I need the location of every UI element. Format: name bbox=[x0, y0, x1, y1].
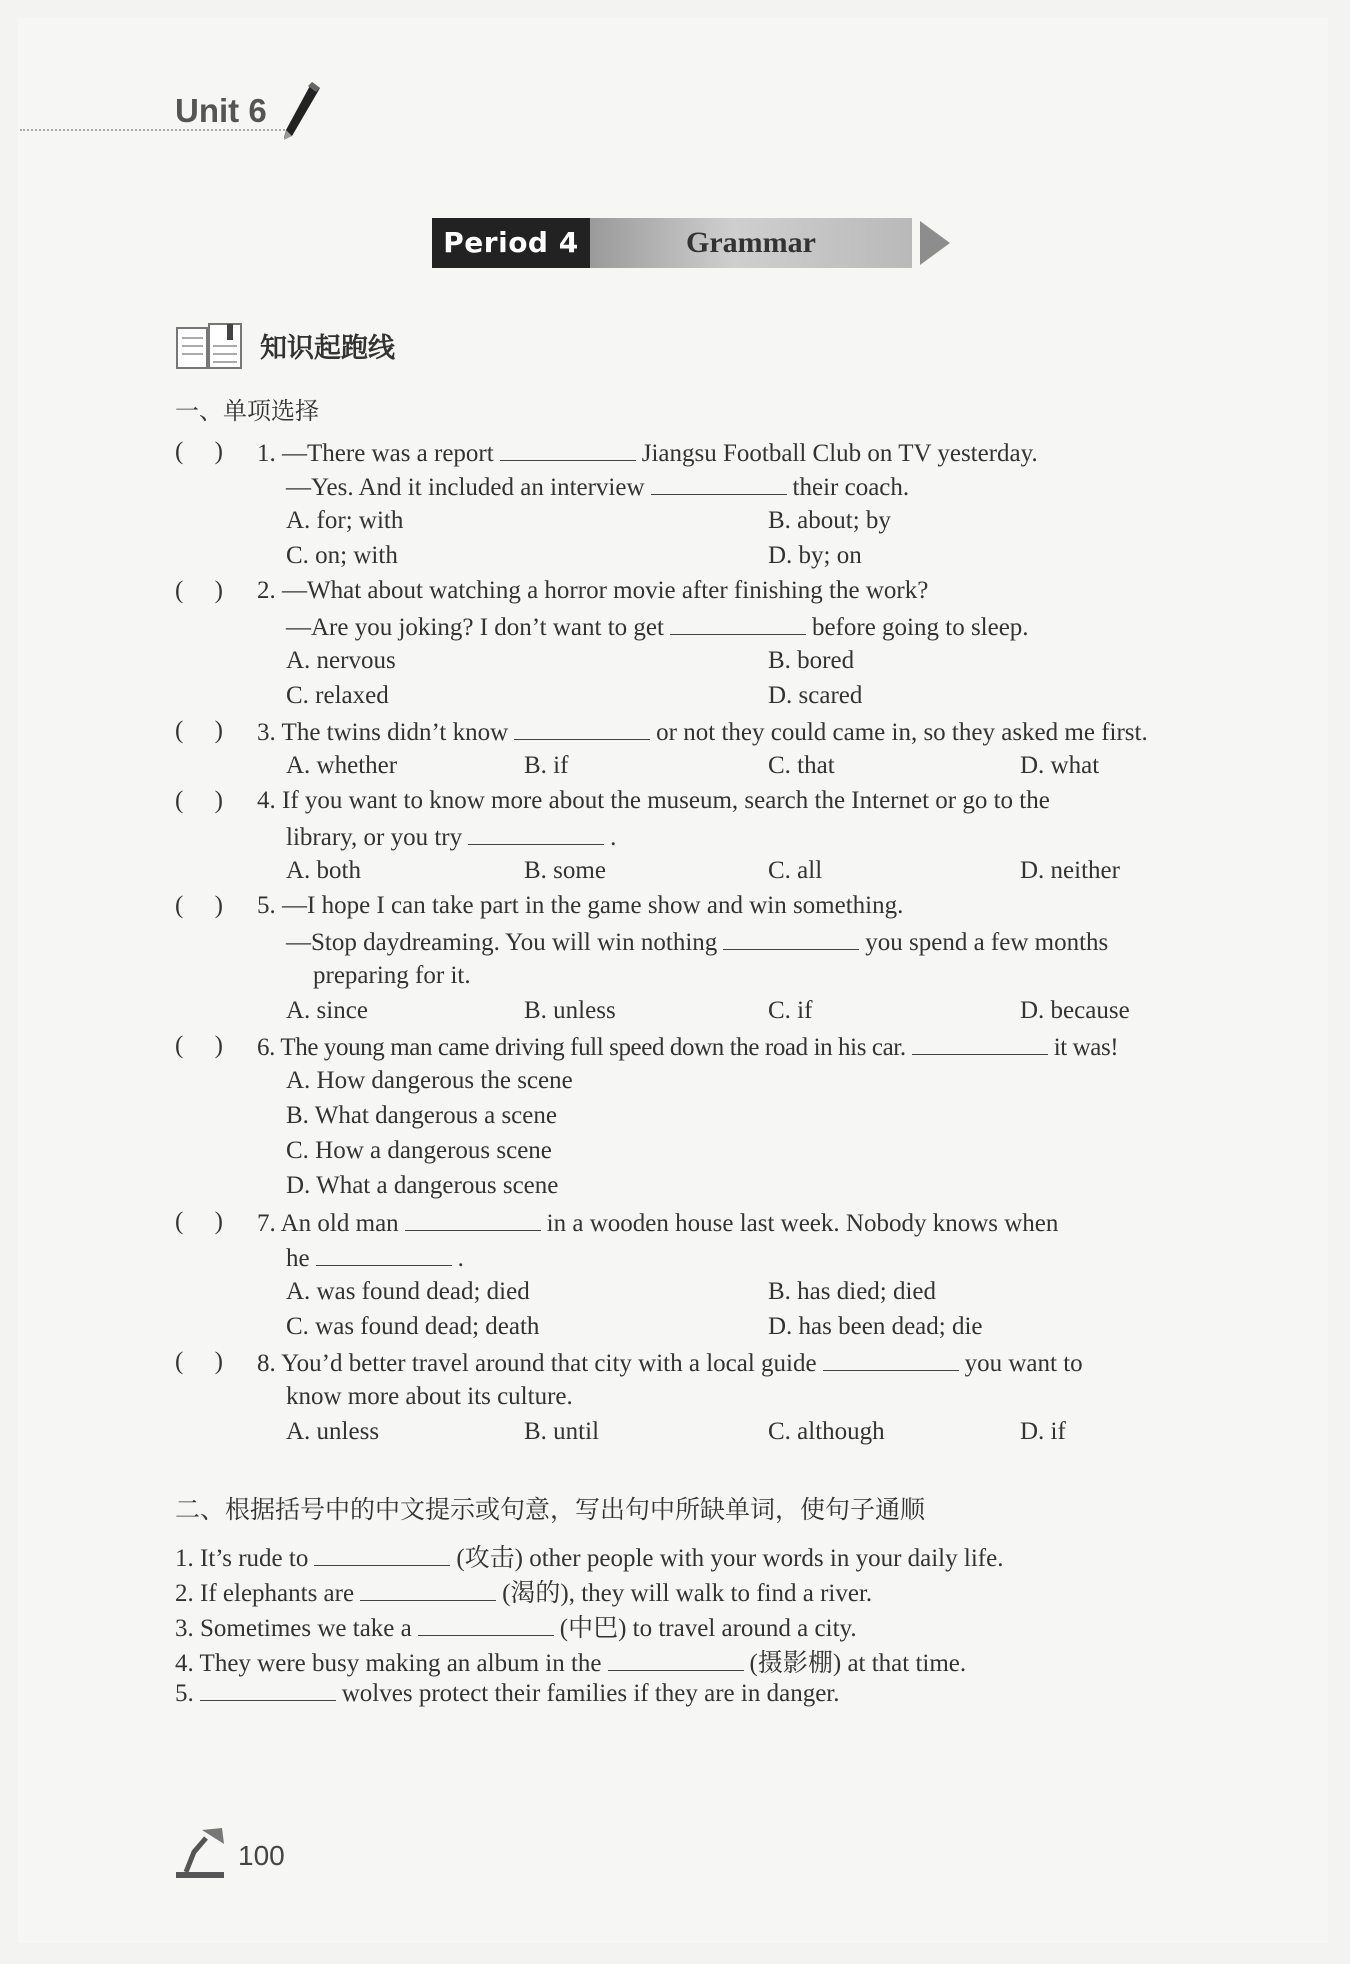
answer-blank[interactable] bbox=[316, 1243, 452, 1266]
answer-paren: ( ) bbox=[175, 787, 223, 814]
option-b: B. about; by bbox=[768, 507, 891, 534]
unit-heading: Unit 6 bbox=[175, 92, 267, 129]
book-icon bbox=[175, 322, 245, 372]
option-b: B. bored bbox=[768, 647, 855, 674]
part2-title: 二、根据括号中的中文提示或句意，写出句中所缺单词，使句子通顺 bbox=[175, 1495, 926, 1524]
answer-blank[interactable] bbox=[418, 1613, 554, 1636]
period-topic: Grammar bbox=[590, 218, 912, 268]
option-c: C. on; with bbox=[286, 542, 398, 569]
option-a: A. whether bbox=[286, 752, 398, 779]
answer-blank[interactable] bbox=[405, 1208, 541, 1231]
option-a: A. How dangerous the scene bbox=[286, 1067, 573, 1094]
question-1-line-1: 1. —There was a report Jiangsu Football Club on TV yesterday. bbox=[257, 440, 1038, 467]
question-7-line-1: 7. An old man in a wooden house last week. Nobody knows when bbox=[257, 1210, 1059, 1237]
question-7-line-2: he . bbox=[286, 1245, 464, 1272]
option-b: B. has died; died bbox=[768, 1278, 937, 1305]
option-d: D. What a dangerous scene bbox=[286, 1172, 559, 1199]
option-a: A. was found dead; died bbox=[286, 1278, 530, 1305]
answer-blank[interactable] bbox=[670, 612, 806, 635]
answer-paren: ( ) bbox=[175, 892, 223, 919]
answer-blank[interactable] bbox=[723, 927, 859, 950]
answer-blank[interactable] bbox=[200, 1678, 336, 1701]
answer-paren: ( ) bbox=[175, 1032, 223, 1059]
answer-blank[interactable] bbox=[314, 1543, 450, 1566]
answer-blank[interactable] bbox=[912, 1032, 1048, 1055]
option-b: B. until bbox=[524, 1418, 600, 1445]
question-5-line-1: 5. —I hope I can take part in the game show and win something. bbox=[257, 892, 904, 919]
question-4-line-1: 4. If you want to know more about the museum, search the Internet or go to the bbox=[257, 787, 1050, 814]
answer-paren: ( ) bbox=[175, 717, 223, 744]
answer-paren: ( ) bbox=[175, 438, 223, 465]
option-d: D. neither bbox=[1020, 857, 1120, 884]
period-label: Period 4 bbox=[432, 218, 590, 268]
question-6-line-1: 6. The young man came driving full speed down the road in his car. it was! bbox=[257, 1034, 1119, 1061]
answer-blank[interactable] bbox=[651, 472, 787, 495]
question-3-line-1: 3. The twins didn’t know or not they could came in, so they asked me first. bbox=[257, 719, 1148, 746]
answer-paren: ( ) bbox=[175, 1208, 223, 1235]
answer-blank[interactable] bbox=[360, 1578, 496, 1601]
fill-item-2: 2. If elephants are (渴的), they will walk to find a river. bbox=[175, 1580, 873, 1607]
option-c: C. was found dead; death bbox=[286, 1313, 540, 1340]
answer-paren: ( ) bbox=[175, 577, 223, 604]
section-title: 知识起跑线 bbox=[260, 333, 395, 364]
answer-blank[interactable] bbox=[468, 822, 604, 845]
fill-item-3: 3. Sometimes we take a (中巴) to travel around a city. bbox=[175, 1615, 857, 1642]
option-b: B. some bbox=[524, 857, 606, 884]
answer-blank[interactable] bbox=[514, 717, 650, 740]
question-4-line-2: library, or you try . bbox=[286, 824, 617, 851]
option-b: B. unless bbox=[524, 997, 616, 1024]
option-c: C. How a dangerous scene bbox=[286, 1137, 552, 1164]
answer-blank[interactable] bbox=[823, 1348, 959, 1371]
page-number: 100 bbox=[238, 1840, 285, 1871]
option-d: D. by; on bbox=[768, 542, 862, 569]
question-5-line-2: —Stop daydreaming. You will win nothing you spend a few months bbox=[286, 929, 1109, 956]
option-b: B. if bbox=[524, 752, 569, 779]
option-b: B. What dangerous a scene bbox=[286, 1102, 557, 1129]
option-a: A. since bbox=[286, 997, 368, 1024]
option-c: C. although bbox=[768, 1418, 885, 1445]
question-8-line-1: 8. You’d better travel around that city with a local guide you want to bbox=[257, 1350, 1083, 1377]
option-c: C. all bbox=[768, 857, 823, 884]
option-a: A. unless bbox=[286, 1418, 380, 1445]
option-c: C. relaxed bbox=[286, 682, 389, 709]
fill-item-4: 4. They were busy making an album in the (摄影棚) at that time. bbox=[175, 1650, 967, 1677]
banner-arrow-icon bbox=[920, 221, 950, 265]
question-2-line-1: 2. —What about watching a horror movie after finishing the work? bbox=[257, 577, 929, 604]
desk-lamp-icon bbox=[172, 1822, 232, 1882]
fill-item-1: 1. It’s rude to (攻击) other people with your words in your daily life. bbox=[175, 1545, 1004, 1572]
question-8-line-2: know more about its culture. bbox=[286, 1383, 573, 1410]
answer-blank[interactable] bbox=[608, 1648, 744, 1671]
option-d: D. if bbox=[1020, 1418, 1066, 1445]
question-5-line-3: preparing for it. bbox=[313, 962, 471, 989]
answer-blank[interactable] bbox=[500, 438, 636, 461]
option-a: A. for; with bbox=[286, 507, 404, 534]
option-d: D. because bbox=[1020, 997, 1130, 1024]
answer-paren: ( ) bbox=[175, 1348, 223, 1375]
part1-title: 一、单项选择 bbox=[175, 397, 319, 425]
question-1-line-2: —Yes. And it included an interview their coach. bbox=[286, 474, 910, 501]
option-c: C. that bbox=[768, 752, 835, 779]
option-a: A. both bbox=[286, 857, 361, 884]
fill-item-5: 5. wolves protect their families if they are in danger. bbox=[175, 1680, 840, 1707]
option-d: D. what bbox=[1020, 752, 1100, 779]
option-d: D. scared bbox=[768, 682, 863, 709]
option-a: A. nervous bbox=[286, 647, 396, 674]
unit-rule bbox=[20, 129, 285, 131]
pencil-icon bbox=[278, 78, 324, 148]
period-banner bbox=[432, 218, 952, 268]
option-c: C. if bbox=[768, 997, 813, 1024]
question-2-line-2: —Are you joking? I don’t want to get before going to sleep. bbox=[286, 614, 1029, 641]
option-d: D. has been dead; die bbox=[768, 1313, 983, 1340]
